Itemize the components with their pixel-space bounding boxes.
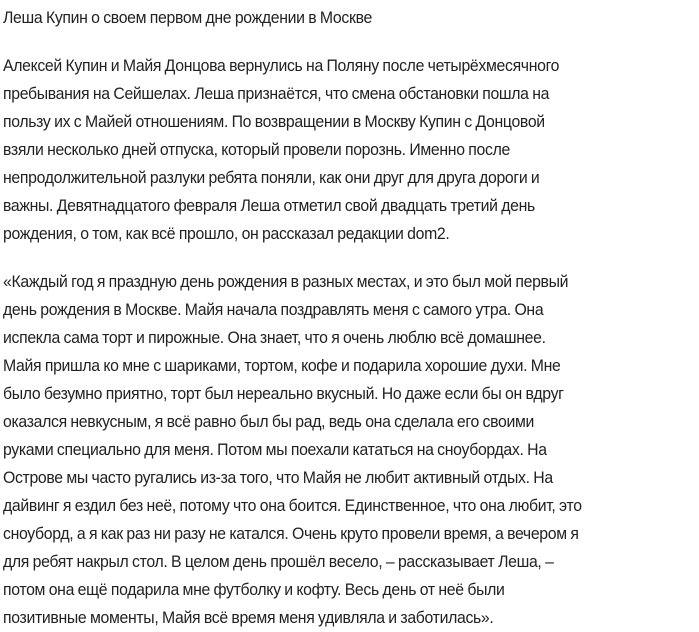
paragraph-line: Острове мы часто ругались из-за того, что Майя не любит активный отдых. На [3,468,553,487]
paragraph-line: взяли несколько дней отпуска, который провели порознь. Именно после [3,140,510,159]
article [3,0,650,632]
paragraph-line: пребывания на Сейшелах. Леша признаётся, что смена обстановки пошла на [3,84,550,103]
paragraph-line: потом она ещё подарила мне футболку и кофту. Весь день от неё были [3,580,505,599]
paragraph-line: Майя пришла ко мне с шариками, тортом, кофе и подарила хорошие духи. Мне [3,356,561,375]
article-paragraph-intro [3,52,650,248]
paragraph-line: было безумно приятно, торт был нереально вкусный. Но даже если бы он вдруг [3,384,564,403]
paragraph-line: руками специально для меня. Потом мы поехали кататься на сноубордах. На [3,440,547,459]
paragraph-line: важны. Девятнадцатого февраля Леша отметил свой двадцать третий день [3,196,535,215]
paragraph-line: «Каждый год я праздную день рождения в разных местах, и это был мой первый [3,272,569,291]
paragraph-line: для ребят накрыл стол. В целом день прошёл весело, – рассказывает Леша, – [3,552,554,571]
article-paragraph-quote [3,268,650,632]
paragraph-line: оказался невкусным, я всё равно был бы рад, ведь она сделала его своими [3,412,535,431]
paragraph-line: день рождения в Москве. Майя начала поздравлять меня с самого утра. Она [3,300,544,319]
paragraph-line: испекла сама торт и пирожные. Она знает, что я очень люблю всё домашнее. [3,328,546,347]
article-title: Леша Купин о своем первом дне рождении в Москве [3,8,372,27]
paragraph-line: рождения, о том, как всё прошло, он рассказал редакции dom2. [3,224,450,243]
paragraph-line: дайвинг я ездил без неё, потому что она боится. Единственное, что она любит, это [3,496,582,515]
paragraph-line: позитивные моменты, Майя всё время меня удивляла и заботилась». [3,608,494,627]
paragraph-line: непродолжительной разлуки ребята поняли, как они друг для друга дороги и [3,168,540,187]
paragraph-line: пользу их с Майей отношениям. По возвращении в Москву Купин с Донцовой [3,112,545,131]
paragraph-line: сноуборд, а я как раз ни разу не катался. Очень круто провели время, а вечером я [3,524,579,543]
paragraph-line: Алексей Купин и Майя Донцова вернулись на Поляну после четырёхмесячного [3,56,560,75]
